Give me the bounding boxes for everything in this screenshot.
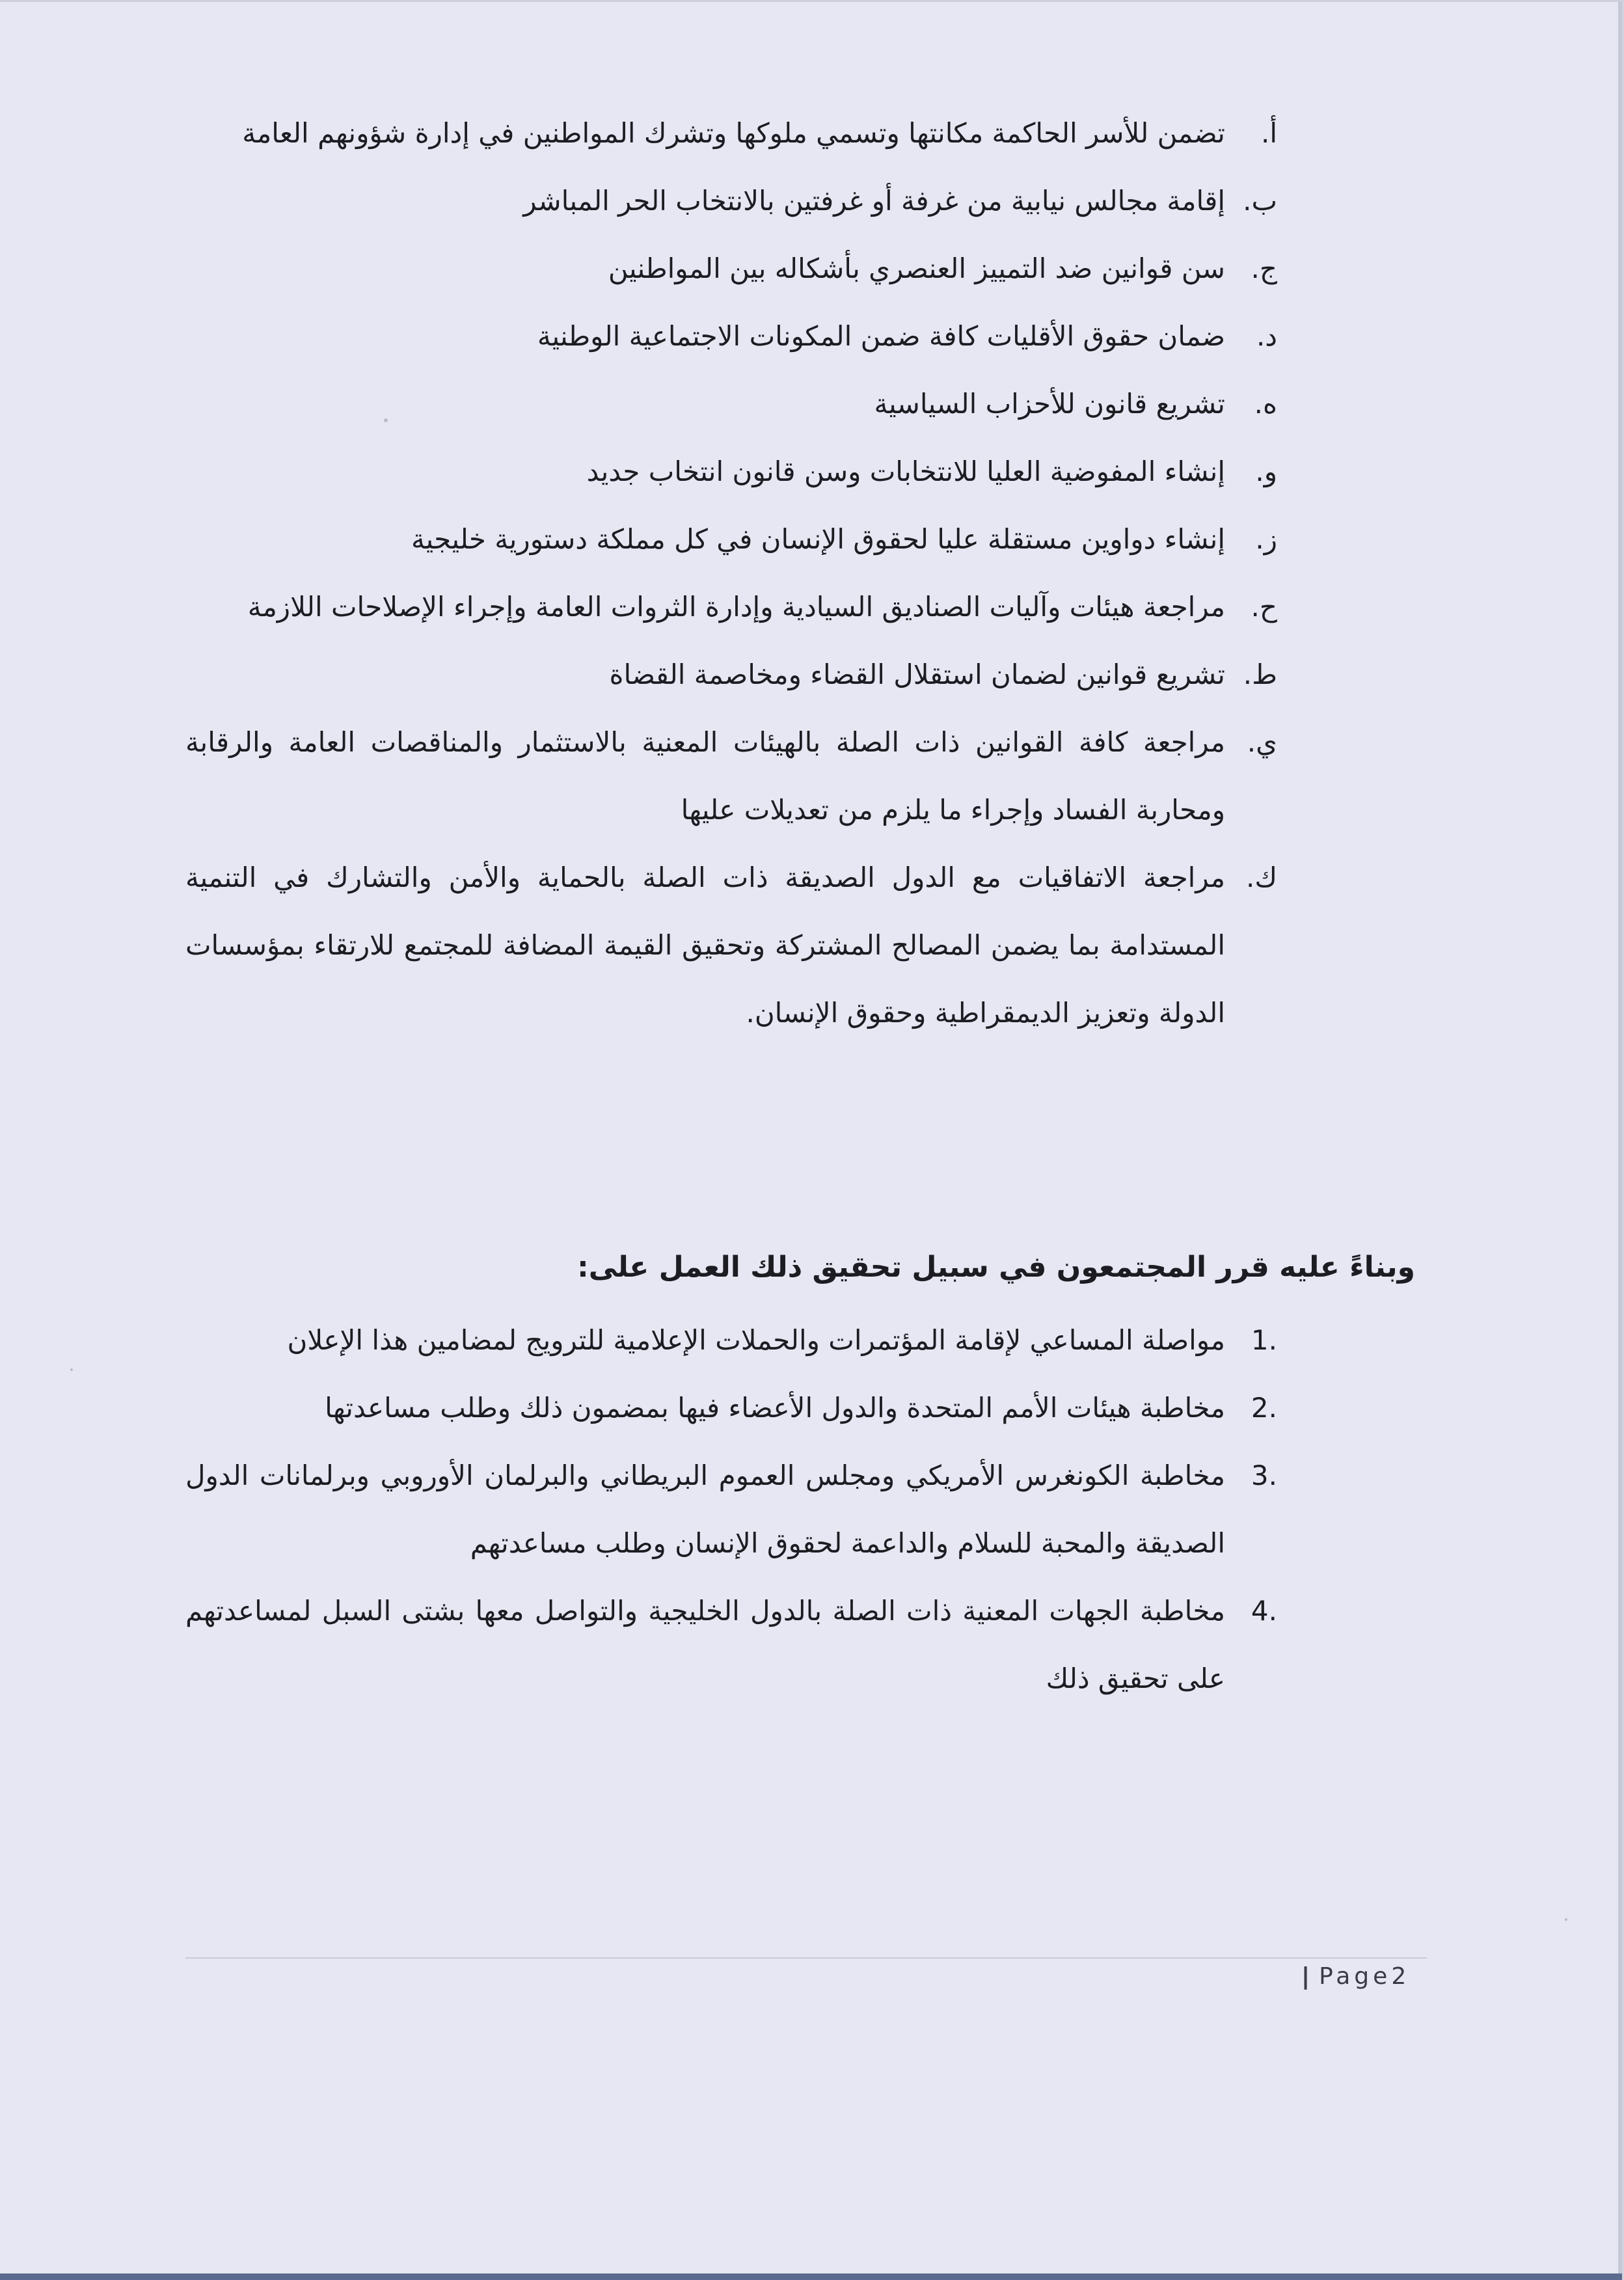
- list-item-text: مخاطبة الكونغرس الأمريكي ومجلس العموم البريطاني والبرلمان الأوروبي وبرلمانات الدول الصديقة والمحبة للسلام والداعمة لحقوق الإنسان وطلب مساعدتهم: [185, 1459, 1225, 1559]
- page-label-text: Page: [1319, 1963, 1392, 1990]
- list-item: [185, 1307, 1277, 1374]
- scan-speck: [1565, 1918, 1567, 1921]
- list-item: [185, 438, 1277, 506]
- list-item-text: تشريع قانون للأحزاب السياسية: [874, 388, 1225, 420]
- list-item: [185, 100, 1277, 167]
- list-marker: ج.: [1251, 252, 1277, 284]
- list-item: [185, 235, 1277, 303]
- footer-divider: [185, 1957, 1427, 1959]
- list-item: [185, 370, 1277, 438]
- list-item-text: مخاطبة هيئات الأمم المتحدة والدول الأعضاء فيها بمضمون ذلك وطلب مساعدتها: [325, 1392, 1225, 1424]
- list-marker: ك.: [1246, 862, 1277, 893]
- list-marker: و.: [1255, 455, 1277, 487]
- page-separator: |: [1301, 1963, 1314, 1990]
- lettered-list: [185, 100, 1277, 1047]
- list-item-text: تشريع قوانين لضمان استقلال القضاء ومخاصمة القضاة: [609, 658, 1225, 690]
- list-item-text: إقامة مجالس نيابية من غرفة أو غرفتين بالانتخاب الحر المباشر: [523, 185, 1225, 217]
- list-marker: .1: [1251, 1324, 1277, 1356]
- list-item-text: سن قوانين ضد التمييز العنصري بأشكاله بين المواطنين: [608, 252, 1225, 284]
- list-marker: ح.: [1251, 591, 1277, 623]
- list-item: [185, 506, 1277, 573]
- list-marker: ه.: [1254, 388, 1277, 420]
- list-item-text: ضمان حقوق الأقليات كافة ضمن المكونات الاجتماعية الوطنية: [537, 320, 1225, 352]
- list-marker: .2: [1251, 1392, 1277, 1424]
- list-item-text: تضمن للأسر الحاكمة مكانتها وتسمي ملوكها وتشرك المواطنين في إدارة شؤونهم العامة: [242, 117, 1225, 149]
- scan-edge-right: [1618, 2, 1622, 2280]
- list-item: [185, 1442, 1277, 1577]
- list-item: [185, 844, 1277, 1047]
- list-item-text: إنشاء المفوضية العليا للانتخابات وسن قانون انتخاب جديد: [586, 455, 1225, 487]
- list-item: [185, 303, 1277, 370]
- list-marker: أ.: [1260, 117, 1277, 149]
- resolution-intro: وبناءً عليه قرر المجتمعون في سبيل تحقيق ذلك العمل على:: [577, 1251, 1415, 1284]
- scan-edge-bottom: [0, 2273, 1622, 2280]
- list-marker: ي.: [1247, 726, 1277, 758]
- list-item: [185, 573, 1277, 641]
- list-marker: د.: [1256, 320, 1277, 352]
- list-item-text: إنشاء دواوين مستقلة عليا لحقوق الإنسان في كل مملكة دستورية خليجية: [411, 523, 1225, 555]
- page-number: [1301, 1963, 1410, 1990]
- list-item: [185, 1577, 1277, 1713]
- list-item-text: مواصلة المساعي لإقامة المؤتمرات والحملات الإعلامية للترويج لمضامين هذا الإعلان: [287, 1324, 1225, 1356]
- list-item: [185, 167, 1277, 235]
- list-item: [185, 641, 1277, 709]
- list-item-text: مخاطبة الجهات المعنية ذات الصلة بالدول الخليجية والتواصل معها بشتى السبل لمساعدتهم على تحقيق ذلك: [185, 1595, 1225, 1694]
- list-item-text: مراجعة الاتفاقيات مع الدول الصديقة ذات الصلة بالحماية والأمن والتشارك في التنمية المستدامة بما يضمن المصالح المشتركة وتحقيق القيمة المضافة للمجتمع للارتقاء بمؤسسات الدولة وتعزيز الديمقراطية وحقوق الإنسان.: [185, 862, 1225, 1029]
- list-item: [185, 709, 1277, 844]
- scan-speck: [384, 418, 388, 422]
- list-marker: .3: [1251, 1459, 1277, 1491]
- numbered-list: [185, 1307, 1277, 1713]
- page-number-value: 2: [1391, 1963, 1411, 1990]
- list-marker: ب.: [1243, 185, 1277, 217]
- list-marker: ط.: [1243, 658, 1277, 690]
- list-marker: ز.: [1255, 523, 1277, 555]
- list-marker: .4: [1251, 1595, 1277, 1627]
- list-item-text: مراجعة كافة القوانين ذات الصلة بالهيئات المعنية بالاستثمار والمناقصات العامة والرقابة ومحاربة الفساد وإجراء ما يلزم من تعديلات عليها: [185, 726, 1225, 826]
- list-item-text: مراجعة هيئات وآليات الصناديق السيادية وإدارة الثروات العامة وإجراء الإصلاحات اللازمة: [247, 591, 1225, 623]
- scan-speck: [70, 1368, 73, 1371]
- list-item: [185, 1374, 1277, 1442]
